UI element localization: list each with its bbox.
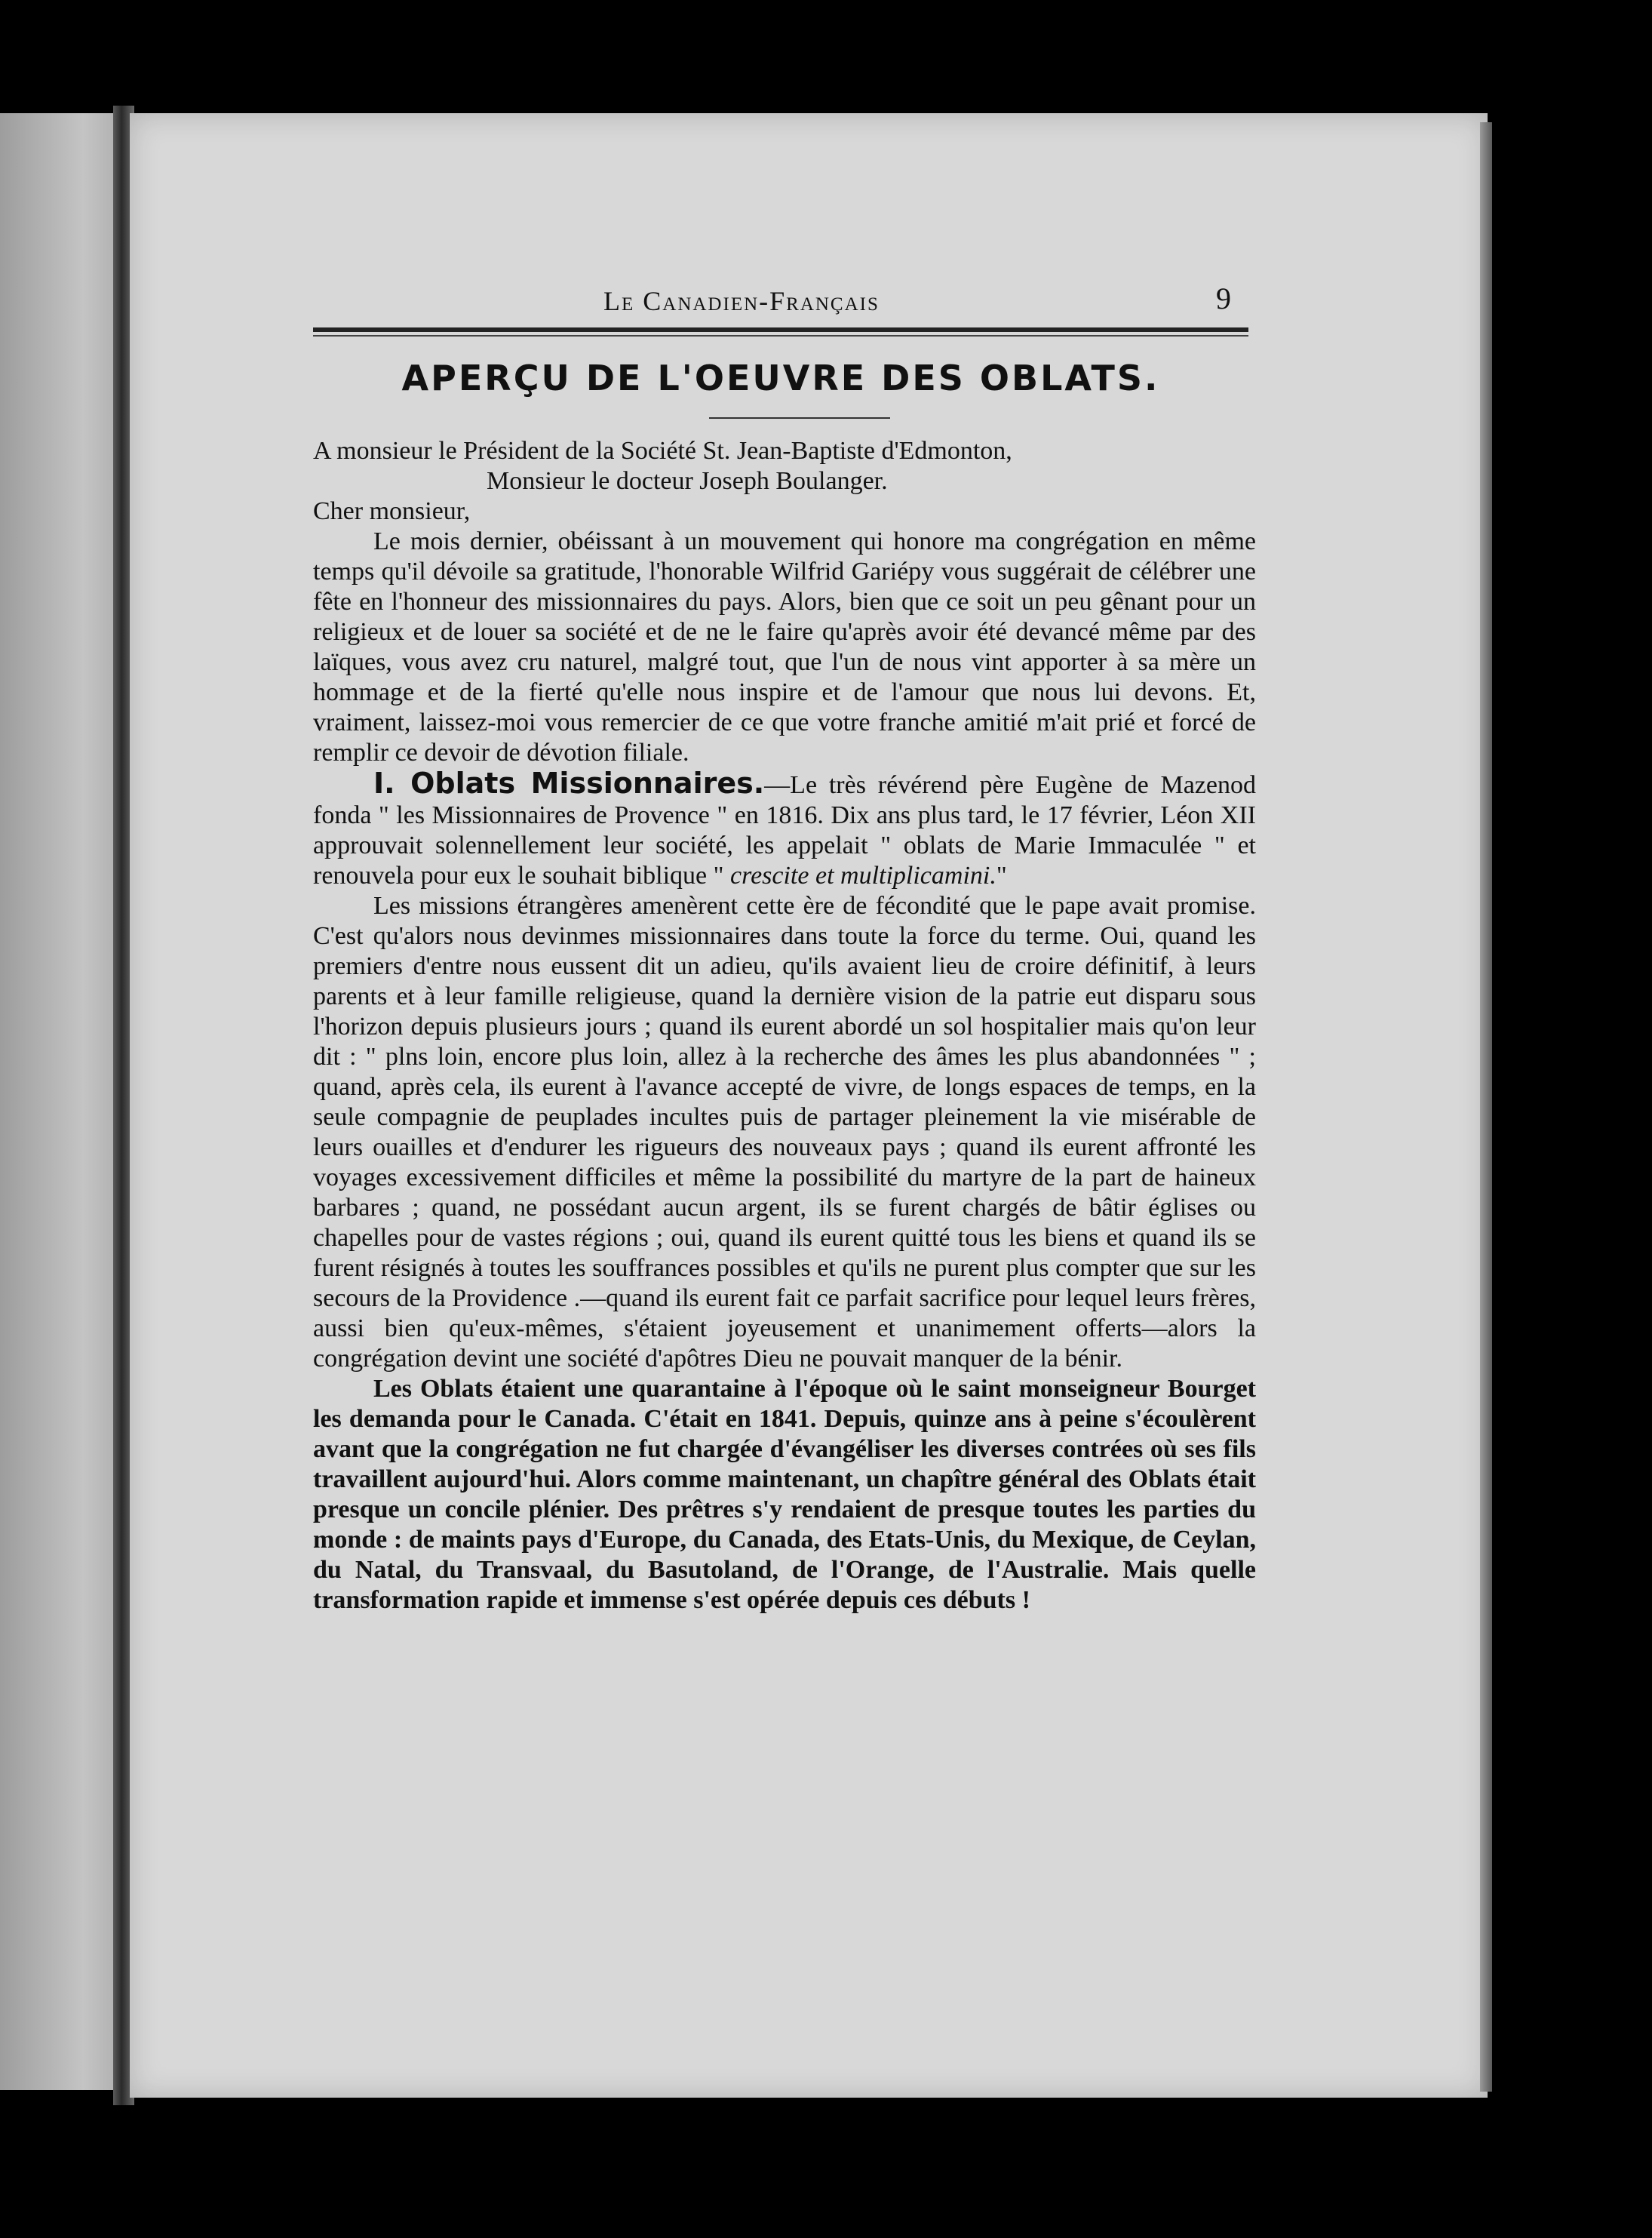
paragraph-intro: Le mois dernier, obéissant à un mouvement qui honore ma congrégation en même temps qu'il dévoile sa gratitude, l'honorable Wilfrid Gariépy vous suggérait de célébrer une fête en l'honneur des missionnaires du pays. Alors, bien que ce soit un peu gênant pour un religieux et de louer sa société et de ne le faire qu'après avoir été devancé même par des laïques, vous avez cru naturel, malgré tout, que l'un de nous vint apporter à sa mère un hommage et de la fierté qu'elle nous inspire et de l'amour que nous lui devons. Et, vraiment, laissez-moi vous remercier de ce que votre franche amitié m'ait prié et forcé de remplir ce devoir de dévotion filiale. <box>313 527 1256 767</box>
article-body <box>313 436 1256 1615</box>
page-number: 9 <box>1216 281 1231 315</box>
title-divider <box>709 417 890 419</box>
article-title: APERÇU DE L'OEUVRE DES OBLATS. <box>401 358 1160 398</box>
latin-phrase: crescite et multiplicamini. <box>730 862 996 890</box>
page-right-edge <box>1480 122 1492 2092</box>
paragraph-section-1 <box>313 768 1256 891</box>
section-text-a: —Le très révérend père Eugène de Mazenod fonda " les Missionnaires de Provence " en 1816. Dix ans plus tard, le 17 février, Léon XII approuvait solennellement leur société, les appelait " oblats de Marie Immaculée " et renouvela pour eux le souhait biblique " <box>313 771 1256 890</box>
running-title: Le Canadien-Français <box>603 286 880 316</box>
paragraph-canada: Les Oblats étaient une quarantaine à l'époque où le saint monseigneur Bourget les demanda pour le Canada. C'était en 1841. Depuis, quinze ans à peine s'écoulèrent avant que la congrégation ne fut chargée d'évangéliser les diverses contrées où ses fils travaillent aujourd'hui. Alors comme maintenant, un chapître général des Oblats était presque un concile plénier. Des prêtres s'y rendaient de presque toutes les parties du monde : de maints pays d'Europe, du Canada, des Etats-Unis, du Mexique, de Ceylan, du Natal, du Transvaal, du Basutoland, de l'Orange, de l'Australie. Mais quelle transformation rapide et immense s'est opérée depuis ces débuts ! <box>313 1375 1256 1614</box>
running-header <box>309 281 1245 326</box>
paragraph-missions: Les missions étrangères amenèrent cette ère de fécondité que le pape avait promise. C'est qu'alors nous devinmes missionnaires dans toute la force du terme. Oui, quand les premiers d'entre nous eussent dit un adieu, qu'ils avaient lieu de croire définitif, à leurs parents et à leur famille religieuse, quand la dernière vision de la patrie eut disparu sous l'horizon depuis plusieurs jours ; quand ils eurent abordé un sol hospitalier mais qu'on leur dit : " plns loin, encore plus loin, allez à la recherche des âmes les plus abandonnées " ; quand, après cela, ils eurent à l'avance accepté de vivre, de longs espaces de temps, en la seule compagnie de peuplades incultes puis de partager pleinement la vie misérable de leurs ouailles et d'endurer les rigueurs des nouveaux pays ; quand ils eurent affronté les voyages excessivement difficiles et même la possibilité du martyre de la part de haineux barbares ; quand, ne possédant aucun argent, ils se furent chargés de bâtir églises ou chapelles pour de vastes régions ; oui, quand ils eurent quitté tous les biens et quand ils se furent résignés à toutes les souffrances possibles et qu'ils ne purent plus compter que sur les secours de la Providence .—quand ils eurent fait ce parfait sacrifice pour lequel leurs frères, aussi bien qu'eux-mêmes, s'étaient joyeusement et unanimement offerts—alors la congrégation devint une société d'apôtres Dieu ne pouvait manquer de la bénir. <box>313 892 1256 1373</box>
header-rule <box>313 327 1248 332</box>
header-rule-thin <box>313 335 1248 337</box>
address-line-1: A monsieur le Président de la Société St. Jean-Baptiste d'Edmonton, <box>313 437 1012 465</box>
salutation: Cher monsieur, <box>313 497 471 525</box>
left-page-edge <box>0 113 119 2090</box>
section-heading: I. Oblats Missionnaires. <box>373 767 765 800</box>
section-text-b: " <box>996 862 1007 890</box>
address-line-2: Monsieur le docteur Joseph Boulanger. <box>487 467 888 495</box>
